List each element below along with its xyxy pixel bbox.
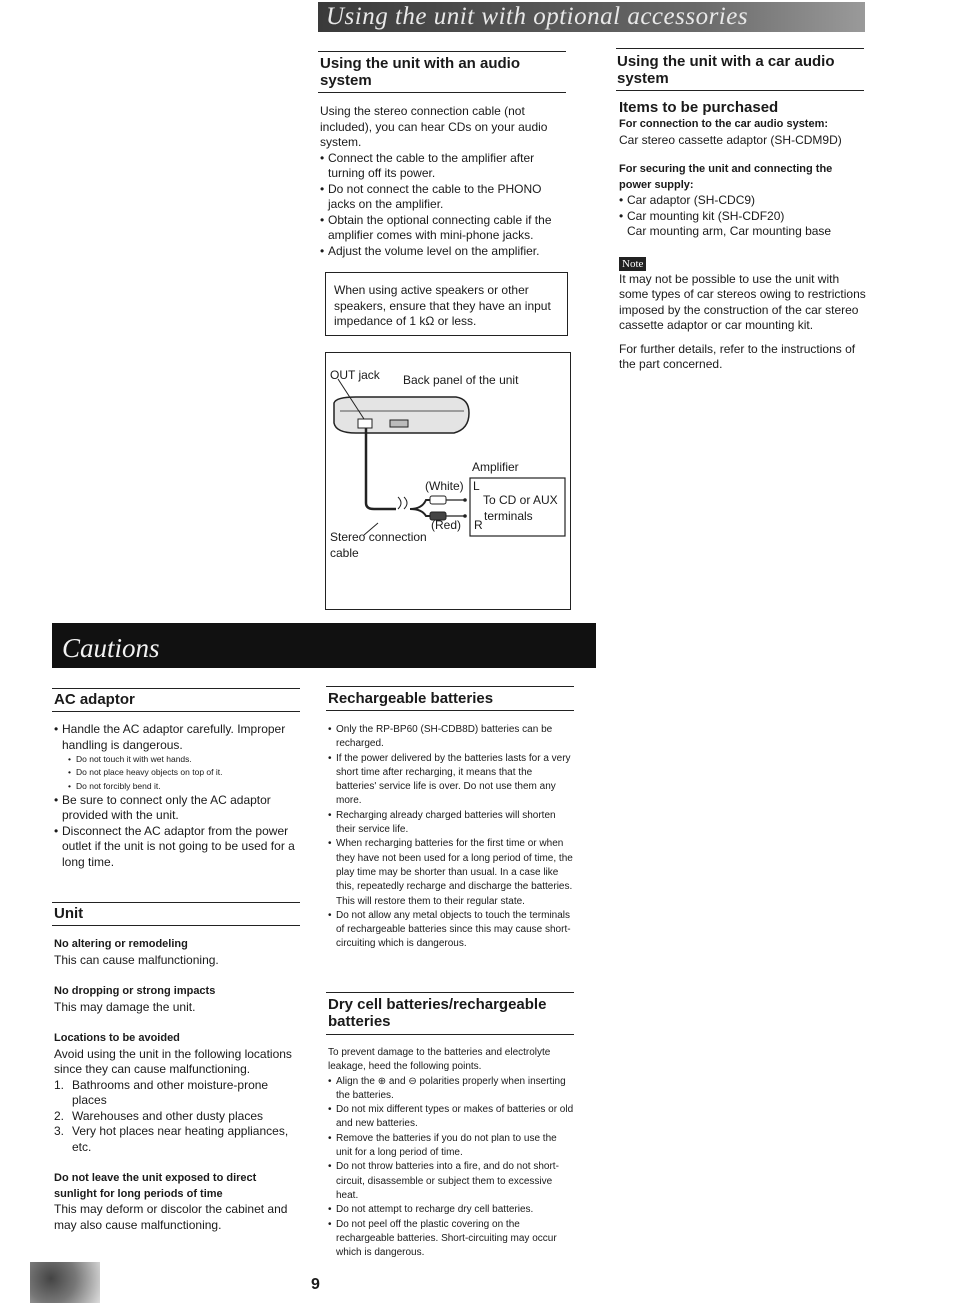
- rechargeable-title: Rechargeable batteries: [328, 690, 494, 707]
- divider: [318, 51, 566, 52]
- unit-body: [54, 937, 301, 1233]
- audio-section-title: Using the unit with an audio system: [320, 55, 520, 89]
- list-item: • Do not allow any metal objects to touch the terminals of rechargeable batteries since this may cause short-circuiting which is dangerous.: [328, 909, 575, 952]
- list-item: • Obtain the optional connecting cable if the amplifier comes with mini-phone jacks.: [320, 213, 567, 244]
- scan-margin-shading: [30, 1262, 100, 1303]
- terminal-l-dot: [463, 498, 467, 502]
- items-to-purchase-heading: Items to be purchased: [619, 99, 779, 116]
- dry-cell-title: Dry cell batteries/rechargeable batteries: [328, 996, 547, 1030]
- list-text: Very hot places near heating appliances, etc.: [72, 1124, 289, 1154]
- audio-section-body: [320, 104, 567, 259]
- cable-label-line1: Stereo connection: [330, 530, 427, 544]
- connection-label: For connection to the car audio system:: [619, 118, 829, 130]
- panel-connector: [390, 420, 408, 427]
- impedance-notice-text: When using active speakers or other speakers, ensure that they have an input impedance of 1 kΩ or less.: [334, 283, 551, 328]
- out-jack-port: [358, 419, 372, 428]
- divider: [52, 711, 300, 712]
- unit-title: Unit: [54, 905, 84, 922]
- list-number: 3.: [54, 1124, 65, 1138]
- list-item: • Do not attempt to recharge dry cell batteries.: [328, 1203, 575, 1217]
- page-number: 9: [311, 1276, 320, 1293]
- to-cd-label: To CD or AUX: [483, 493, 558, 507]
- list-item: • Adjust the volume level on the amplifier.: [320, 244, 567, 260]
- list-text: Bathrooms and other moisture-prone places: [72, 1077, 269, 1107]
- terminal-l-label: L: [473, 479, 480, 493]
- list-item: • When recharging batteries for the first time or when they have not been used for a long period of time, the play time may be shorter than usual. In a case like this, repeatedly recharge and discharge the batteries. This will restore them to their regular state.: [328, 837, 575, 908]
- list-number: 2.: [54, 1108, 65, 1123]
- list-item: • Connect the cable to the amplifier after turning off its power.: [320, 151, 567, 182]
- dry-cell-body: [328, 1046, 575, 1260]
- list-item: • Recharging already charged batteries will shorten their service life.: [328, 809, 575, 838]
- locations-text: Avoid using the unit in the following locations since they can cause malfunctioning.: [54, 1046, 292, 1076]
- list-item: • Remove the batteries if you do not plan to use the unit for a long period of time.: [328, 1132, 575, 1161]
- note-text: It may not be possible to use the unit with some types of car stereos owing to restrictions imposed by the construction of the car stereo cassette adaptor or car mounting kit.: [619, 271, 866, 332]
- divider: [52, 925, 300, 926]
- divider: [326, 710, 574, 711]
- divider: [318, 92, 566, 93]
- section-banner-cautions: Cautions: [52, 623, 596, 668]
- mounting-kit-contents: Car mounting arm, Car mounting base: [627, 224, 832, 238]
- white-label: (White): [425, 479, 464, 493]
- connection-diagram: [325, 352, 571, 610]
- cable-break-mark: [398, 497, 407, 509]
- car-section-title: Using the unit with a car audio system: [617, 53, 835, 87]
- divider: [326, 1034, 574, 1035]
- list-item: • Do not touch it with wet hands.: [68, 753, 301, 766]
- impedance-notice-box: [325, 272, 568, 336]
- red-label: (Red): [431, 518, 462, 532]
- list-item: [54, 1078, 301, 1109]
- audio-intro: Using the stereo connection cable (not included), you can hear CDs on your audio system.: [320, 104, 548, 149]
- divider: [326, 992, 574, 993]
- cable-label-line2: cable: [330, 546, 359, 560]
- out-jack-label: OUT jack: [330, 368, 380, 382]
- divider: [326, 686, 574, 687]
- sunlight-heading: Do not leave the unit exposed to direct sunlight for long periods of time: [54, 1172, 257, 1200]
- securing-label: For securing the unit and connecting the power supply:: [619, 163, 833, 191]
- dry-cell-intro: To prevent damage to the batteries and electrolyte leakage, heed the following points.: [328, 1047, 551, 1073]
- divider: [616, 90, 864, 91]
- list-item: • Do not place heavy objects on top of it.: [68, 766, 301, 779]
- back-panel-label: Back panel of the unit: [403, 373, 519, 387]
- altering-text: This can cause malfunctioning.: [54, 952, 219, 967]
- dropping-text: This may damage the unit.: [54, 999, 196, 1014]
- list-item: • If the power delivered by the batteries lasts for a very short time after recharging, it means that the batteries' service life is over. Do not use them any more.: [328, 752, 575, 809]
- divider: [52, 902, 300, 903]
- ac-adaptor-title: AC adaptor: [54, 691, 135, 708]
- list-item: [54, 1109, 301, 1125]
- dropping-heading: No dropping or strong impacts: [54, 985, 216, 997]
- list-item: • Align the ⊕ and ⊖ polarities properly when inserting the batteries.: [328, 1075, 575, 1104]
- list-item: • Be sure to connect only the AC adaptor provided with the unit.: [54, 793, 301, 824]
- locations-heading: Locations to be avoided: [54, 1032, 180, 1044]
- sunlight-text: This may deform or discolor the cabinet and may also cause malfunctioning.: [54, 1202, 288, 1232]
- list-item: • Do not throw batteries into a fire, and do not short-circuit, disassemble or subject them to excessive heat.: [328, 1160, 575, 1203]
- divider: [52, 688, 300, 689]
- list-item: • Do not mix different types or makes of batteries or old and new batteries.: [328, 1103, 575, 1132]
- car-section-body: [619, 99, 867, 373]
- list-item: • Do not forcibly bend it.: [68, 780, 301, 793]
- list-text: Warehouses and other dusty places: [72, 1108, 263, 1123]
- list-item: • Handle the AC adaptor carefully. Improper handling is dangerous.: [54, 722, 301, 753]
- divider: [616, 48, 864, 49]
- list-item: • Car adaptor (SH-CDC9): [619, 193, 867, 209]
- amplifier-label: Amplifier: [472, 460, 519, 474]
- stereo-cable: [366, 428, 396, 509]
- altering-heading: No altering or remodeling: [54, 938, 188, 950]
- list-item: • Do not connect the cable to the PHONO jacks on the amplifier.: [320, 182, 567, 213]
- further-details-text: For further details, refer to the instructions of the part concerned.: [619, 341, 856, 371]
- connection-item: Car stereo cassette adaptor (SH-CDM9D): [619, 132, 842, 147]
- list-item: [54, 1124, 301, 1155]
- note-badge: Note: [619, 257, 646, 271]
- terminal-r-dot: [463, 514, 467, 518]
- list-item: • Car mounting kit (SH-CDF20): [619, 209, 867, 225]
- white-plug: [430, 496, 446, 504]
- rechargeable-body: [328, 723, 575, 952]
- list-number: 1.: [54, 1077, 65, 1092]
- list-item: • Only the RP-BP60 (SH-CDB8D) batteries can be recharged.: [328, 723, 575, 752]
- list-item: • Do not peel off the plastic covering on the rechargeable batteries. Short-circuiting may occur which is dangerous.: [328, 1218, 575, 1261]
- ac-adaptor-body: [54, 722, 301, 870]
- terminal-r-label: R: [474, 518, 483, 532]
- terminals-label: terminals: [484, 509, 533, 523]
- unit-body-shape: [334, 397, 469, 433]
- section-banner-accessories: Using the unit with optional accessories: [318, 2, 865, 32]
- list-item: • Disconnect the AC adaptor from the power outlet if the unit is not going to be used for a long time.: [54, 824, 301, 871]
